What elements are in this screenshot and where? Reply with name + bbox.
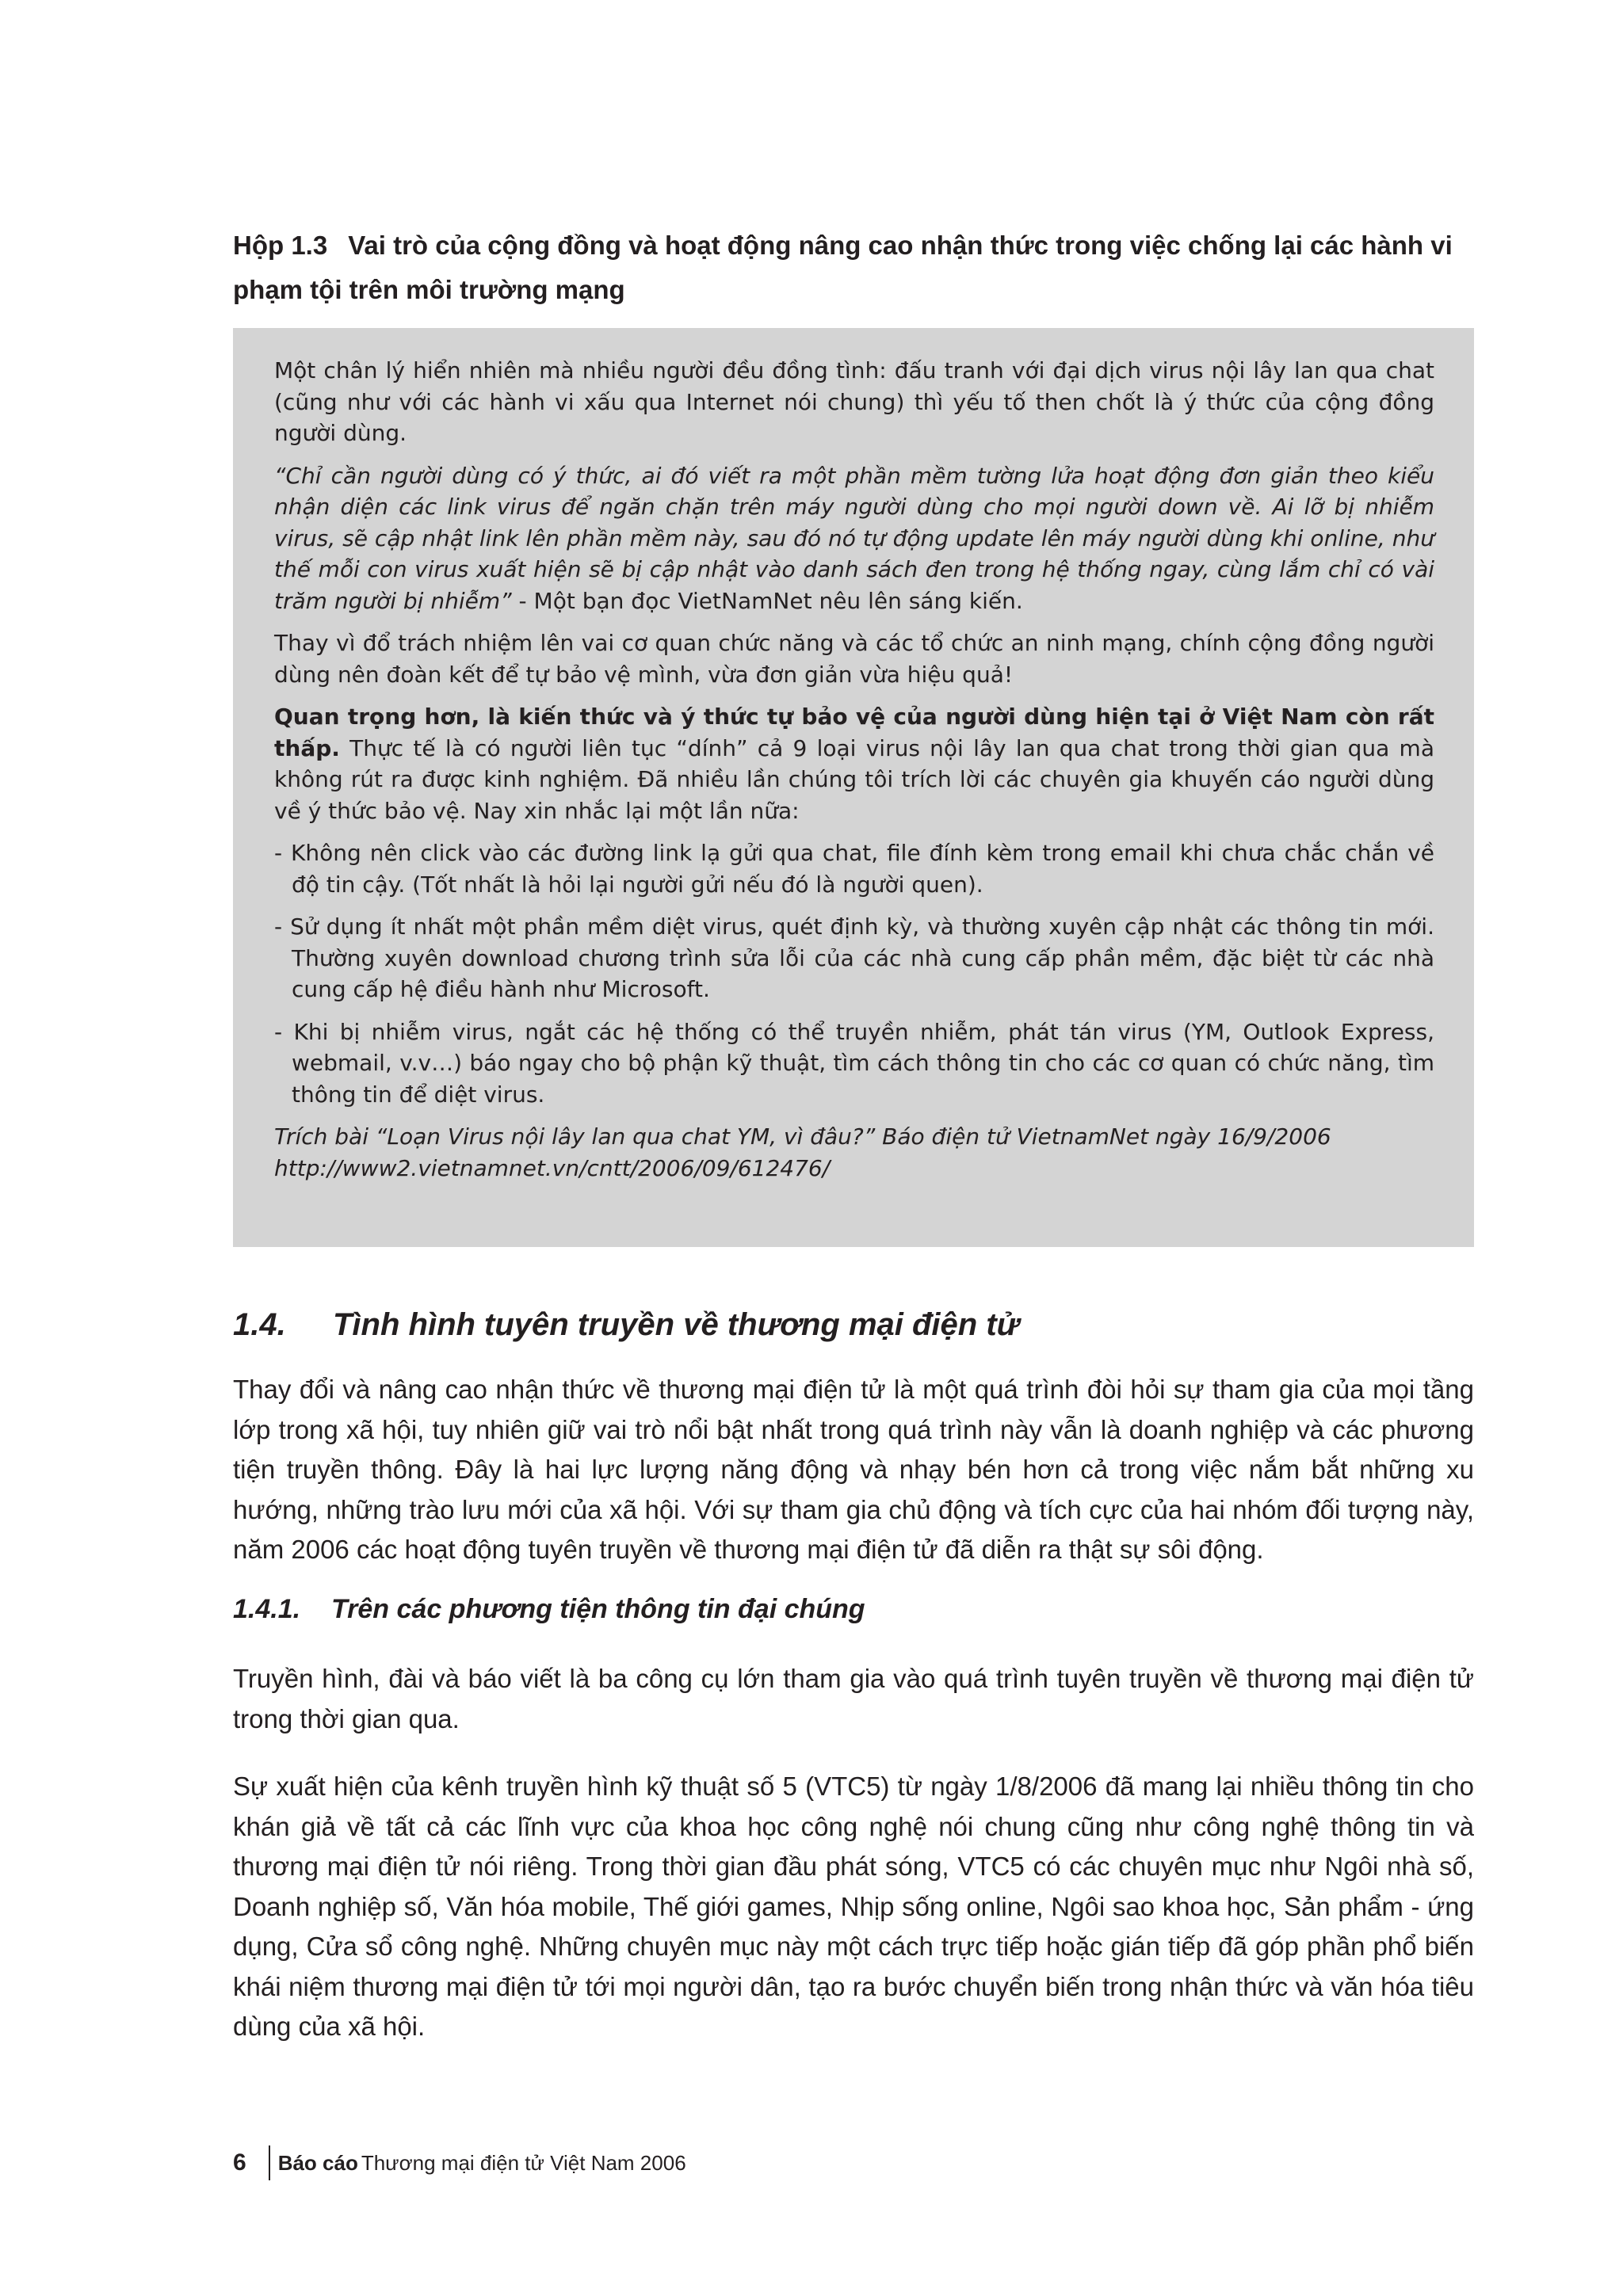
subsection-paragraph-1: Truyền hình, đài và báo viết là ba công cụ lớn tham gia vào quá trình tuyên truyền về thương mại điện tử trong thời gian qua. (233, 1664, 1474, 1733)
source-citation (274, 1121, 1434, 1184)
box-paragraph-4-rest: Thực tế là có người liên tục “dính” cả 9 loại virus nội lây lan qua chat trong thời gian qua mà không rút ra được kinh nghiệm. Đã nhiều lần chúng tôi trích lời các chuyên gia khuyến cáo người dùng về ý thức bảo vệ. Nay xin nhắc lại một lần nữa: (274, 734, 1434, 824)
box-paragraph-quote (274, 460, 1434, 617)
subsection-title: Trên các phương tiện thông tin đại chúng (331, 1594, 865, 1624)
box-title (233, 223, 1477, 312)
box-paragraph-4 (274, 701, 1434, 826)
page-number: 6 (233, 2149, 246, 2176)
box-paragraph-1: Một chân lý hiển nhiên mà nhiều người đều đồng tình: đấu tranh với đại dịch virus nội lây lan qua chat (cũng như với các hành vi xấu qua Internet nói chung) thì yếu tố then chốt là ý thức của cộng đồng người dùng. (274, 357, 1434, 446)
highlight-box (233, 328, 1474, 1247)
source-line: Trích bài “Loạn Virus nội lây lan qua chat YM, vì đâu?” Báo điện tử VietnamNet ngày 16/9/2006 (274, 1123, 1331, 1150)
list-item: - Khi bị nhiễm virus, ngắt các hệ thống có thể truyền nhiễm, phát tán virus (YM, Outlook Express, webmail, v.v…) báo ngay cho bộ phận kỹ thuật, tìm cách thông tin cho các cơ quan có chức năng, tìm thông tin để diệt virus. (274, 1018, 1434, 1108)
footer-divider (269, 2145, 270, 2180)
section-heading (233, 1302, 1477, 1347)
box-label: Hộp 1.3 (233, 231, 328, 260)
subsection-heading (233, 1589, 1477, 1629)
section-title: Tình hình tuyên truyền về thương mại điện tử (333, 1307, 1020, 1342)
box-paragraph-3: Thay vì đổ trách nhiệm lên vai cơ quan chức năng và các tổ chức an ninh mạng, chính cộng đồng người dùng nên đoàn kết để tự bảo vệ mình, vừa đơn giản vừa hiệu quả! (274, 630, 1434, 688)
subsection-number: 1.4.1. (233, 1594, 301, 1624)
reader-quote: “Chỉ cần người dùng có ý thức, ai đó viết ra một phần mềm tường lửa hoạt động đơn giản theo kiểu nhận diện các link virus để ngăn chặn trên máy người dùng cho mọi người down về. Ai lỡ bị nhiễm virus, sẽ cập nhật link lên phần mềm này, sau đó nó tự động update lên máy người dùng khi online, như thế mỗi con virus xuất hiện sẽ bị cập nhật vào danh sách đen trong hệ thống ngay, cùng lắm chỉ có vài trăm người bị nhiễm” (274, 462, 1434, 614)
source-url: http://www2.vietnamnet.vn/cntt/2006/09/612476/ (274, 1154, 831, 1181)
box-paragraph-4-bold: Quan trọng hơn, là kiến thức và ý thức tự bảo vệ của người dùng hiện tại ở Việt Nam còn rất thấp. (274, 704, 1434, 761)
list-item: - Không nên click vào các đường link lạ gửi qua chat, file đính kèm trong email khi chưa chắc chắn về độ tin cậy. (Tốt nhất là hỏi lại người gửi nếu đó là người quen). (274, 840, 1434, 898)
footer-report-title: Thương mại điện tử Việt Nam 2006 (361, 2151, 686, 2175)
quote-attribution: - Một bạn đọc VietNamNet nêu lên sáng kiến. (511, 587, 1023, 614)
list-item: - Sử dụng ít nhất một phần mềm diệt virus, quét định kỳ, và thường xuyên cập nhật các thông tin mới. Thường xuyên download chương trình sửa lỗi của các nhà cung cấp phần mềm, đặc biệt từ các nhà cung cấp hệ điều hành như Microsoft. (274, 913, 1434, 1002)
section-paragraph-1: Thay đổi và nâng cao nhận thức về thương mại điện tử là một quá trình đòi hỏi sự tham gia của mọi tầng lớp trong xã hội, tuy nhiên giữ vai trò nổi bật nhất trong quá trình này vẫn là doanh nghiệp và các phương tiện truyền thông. Đây là hai lực lượng năng động và nhạy bén hơn cả trong việc nắm bắt những xu hướng, những trào lưu mới của xã hội. Với sự tham gia chủ động và tích cực của hai nhóm đối tượng này, năm 2006 các hoạt động tuyên truyền về thương mại điện tử đã diễn ra thật sự sôi động. (233, 1375, 1474, 1564)
box-title-text: Vai trò của cộng đồng và hoạt động nâng cao nhận thức trong việc chống lại các hành vi phạm tội trên môi trường mạng (233, 231, 1453, 304)
subsection-paragraph-2: Sự xuất hiện của kênh truyền hình kỹ thuật số 5 (VTC5) từ ngày 1/8/2006 đã mang lại nhiều thông tin cho khán giả về tất cả các lĩnh vực của khoa học công nghệ nói chung cũng như công nghệ thông tin và thương mại điện tử nói riêng. Trong thời gian đầu phát sóng, VTC5 có các chuyên mục như Ngôi nhà số, Doanh nghiệp số, Văn hóa mobile, Thế giới games, Nhịp sống online, Ngôi sao khoa học, Sản phẩm - ứng dụng, Cửa sổ công nghệ. Những chuyên mục này một cách trực tiếp hoặc gián tiếp đã góp phần phổ biến khái niệm thương mại điện tử tới mọi người dân, tạo ra bước chuyển biến trong nhận thức và văn hóa tiêu dùng của xã hội. (233, 1772, 1474, 2041)
footer-report-label: Báo cáo (277, 2151, 358, 2175)
section-number: 1.4. (233, 1307, 286, 1342)
page-footer (233, 2145, 686, 2180)
